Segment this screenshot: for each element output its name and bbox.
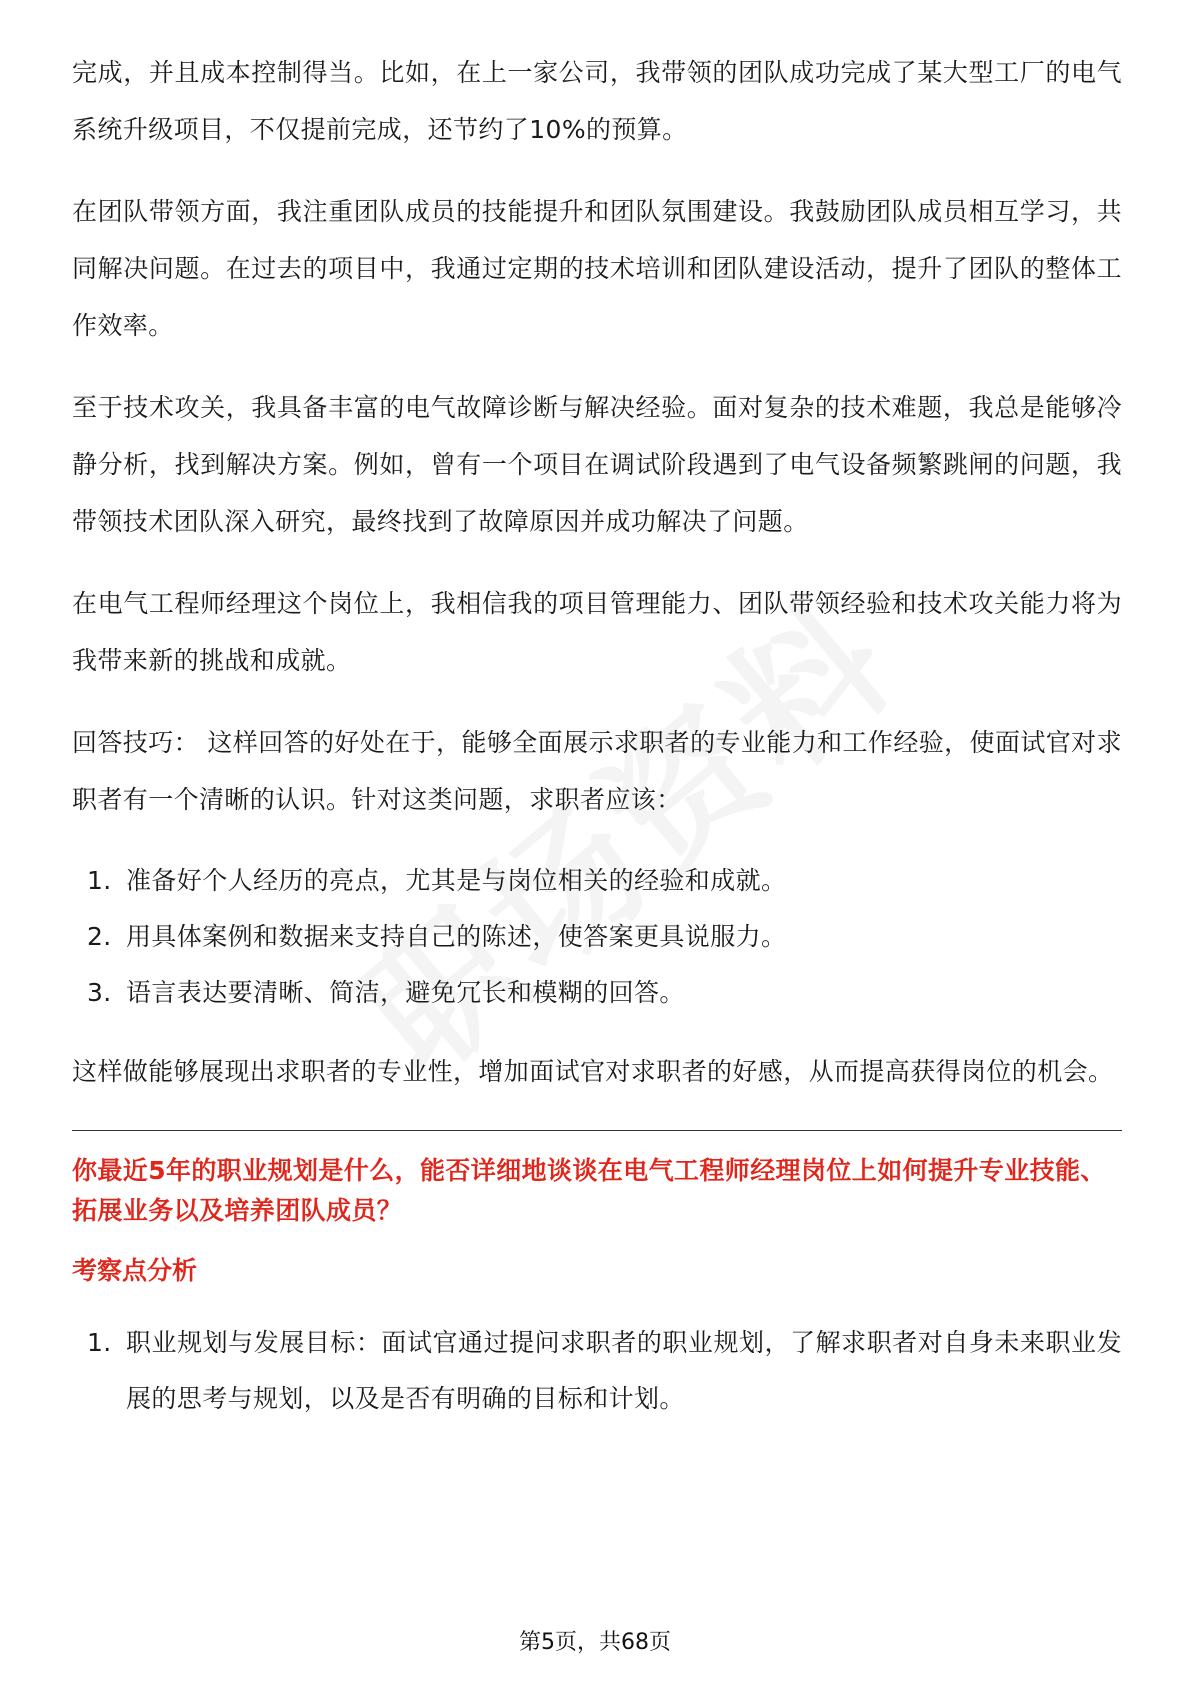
list-item: 2. 用具体案例和数据来支持自己的陈述，使答案更具说服力。: [120, 909, 1122, 965]
section-divider: [72, 1130, 1122, 1131]
analysis-heading: 考察点分析: [72, 1256, 198, 1285]
answer-paragraph-1: 完成，并且成本控制得当。比如，在上一家公司，我带领的团队成功完成了某大型工厂的电气系统升级项目，不仅提前完成，还节约了10%的预算。: [72, 58, 1122, 144]
interview-question: 你最近5年的职业规划是什么，能否详细地谈谈在电气工程师经理岗位上如何提升专业技能、拓展业务以及培养团队成员？: [72, 1156, 1106, 1225]
answer-tips-intro: 回答技巧： 这样回答的好处在于，能够全面展示求职者的专业能力和工作经验，使面试官对求职者有一个清晰的认识。针对这类问题，求职者应该：: [72, 728, 1122, 814]
page-number: 第5页，共68页: [519, 1630, 671, 1655]
analysis-list: [72, 1315, 1122, 1427]
answer-paragraph-2: 在团队带领方面，我注重团队成员的技能提升和团队氛围建设。我鼓励团队成员相互学习，共同解决问题。在过去的项目中，我通过定期的技术培训和团队建设活动，提升了团队的整体工作效率。: [72, 197, 1122, 340]
list-item: 1. 职业规划与发展目标：面试官通过提问求职者的职业规划，了解求职者对自身未来职业发展的思考与规划，以及是否有明确的目标和计划。: [120, 1315, 1122, 1427]
answer-paragraph-4: 在电气工程师经理这个岗位上，我相信我的项目管理能力、团队带领经验和技术攻关能力将为我带来新的挑战和成就。: [72, 589, 1122, 675]
list-item: 3. 语言表达要清晰、简洁，避免冗长和模糊的回答。: [120, 965, 1122, 1021]
page-content: [72, 44, 1122, 1427]
answer-paragraph-3: 至于技术攻关，我具备丰富的电气故障诊断与解决经验。面对复杂的技术难题，我总是能够冷静分析，找到解决方案。例如，曾有一个项目在调试阶段遇到了电气设备频繁跳闸的问题，我带领技术团队深入研究，最终找到了故障原因并成功解决了问题。: [72, 393, 1122, 536]
list-item: 1. 准备好个人经历的亮点，尤其是与岗位相关的经验和成就。: [120, 853, 1122, 909]
closing-paragraph: 这样做能够展现出求职者的专业性，增加面试官对求职者的好感，从而提高获得岗位的机会。: [72, 1057, 1114, 1086]
answer-tips-list: [72, 853, 1122, 1021]
